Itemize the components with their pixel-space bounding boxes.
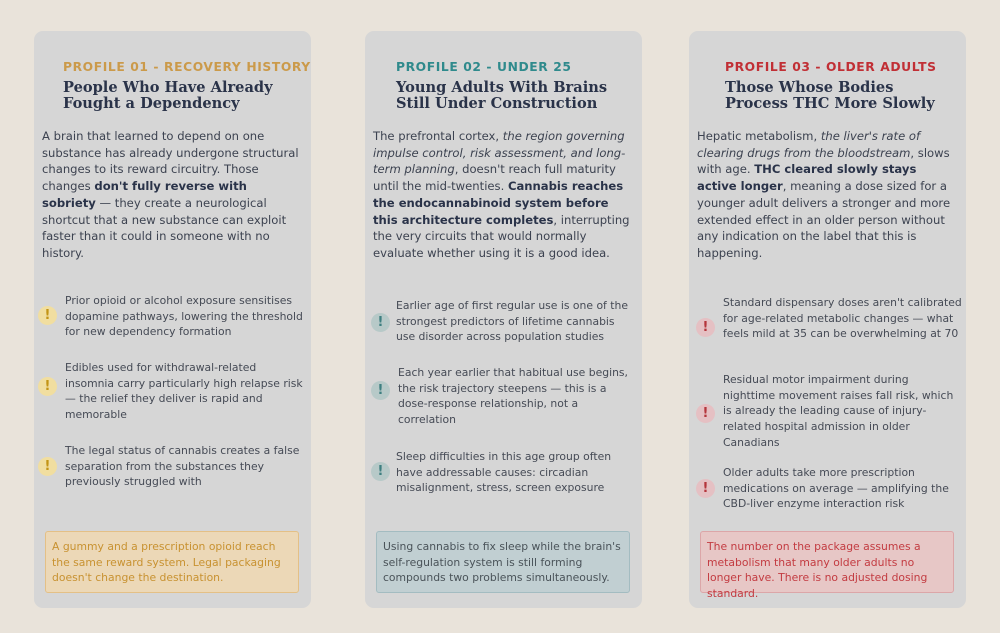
alert-icon: ! [696,318,715,337]
profile-eyebrow: PROFILE 02 - UNDER 25 [396,60,572,74]
risk-item-text: Prior opioid or alcohol exposure sensitises dopamine pathways, lowering the threshold for new dependency formation [65,294,303,339]
risk-item-text: The legal status of cannabis creates a false separation from the substances they previously struggled with [65,444,300,489]
warning-icon: ! [371,381,390,400]
callout-note: The number on the package assumes a metabolism that many older adults no longer have. There is no adjusted dosing standard. [700,531,954,593]
risk-item-text: Each year earlier that habitual use begins, the risk trajectory steepens — this is a dose-response relationship, not a correlation [398,366,628,427]
profile-card-older-adults [689,31,966,608]
profile-body: A brain that learned to depend on one substance has already undergone structural changes to its reward circuitry. Those changes don't fully reverse with sobriety — they create a neurological shortcut that a new substance can exploit faster than it could in someone with no history. [42,129,299,260]
risk-item-text: Edibles used for withdrawal-related insomnia carry particularly high relapse risk — the relief they deliver is rapid and memorable [65,361,303,422]
warning-icon: ! [38,306,57,325]
callout-note: A gummy and a prescription opioid reach the same reward system. Legal packaging doesn't change the destination. [45,531,299,593]
alert-icon: ! [696,479,715,498]
warning-icon: ! [371,462,390,481]
profile-card-under-25 [365,31,642,608]
profile-body: Hepatic metabolism, the liver's rate of clearing drugs from the bloodstream, slows with age. THC cleared slowly stays active longer, meaning a dose sized for a younger adult delivers a stronger and more extended effect in an older person without any indication on the label that this is happening. [697,129,951,260]
profile-title: Those Whose Bodies Process THC More Slowly [725,79,935,112]
profile-title: Young Adults With Brains Still Under Construction [396,79,608,112]
risk-item-text: Standard dispensary doses aren't calibrated for age-related metabolic changes — what feels mild at 35 can be overwhelming at 70 [723,296,962,341]
warning-icon: ! [38,457,57,476]
risk-item-text: Earlier age of first regular use is one of the strongest predictors of lifetime cannabis use disorder across population studies [396,299,629,344]
risk-item-text: Sleep difficulties in this age group often have addressable causes: circadian misalignment, stress, screen exposure [396,450,612,495]
callout-note: Using cannabis to fix sleep while the brain's self-regulation system is still forming compounds two problems simultaneously. [376,531,630,593]
profile-eyebrow: PROFILE 01 - RECOVERY HISTORY [63,60,311,74]
warning-icon: ! [38,377,57,396]
profile-eyebrow: PROFILE 03 - OLDER ADULTS [725,60,937,74]
warning-icon: ! [371,313,390,332]
profile-body: The prefrontal cortex, the region governing impulse control, risk assessment, and long-term planning, doesn't reach full maturity until the mid-twenties. Cannabis reaches the endocannabinoid system before this architecture completes, interrupting the very circuits that would normally evaluate whether using it is a good idea. [373,129,630,260]
risk-item-text: Older adults take more prescription medications on average — amplifying the CBD-liver enzyme interaction risk [723,466,949,511]
alert-icon: ! [696,404,715,423]
profile-title: People Who Have Already Fought a Dependency [63,79,273,112]
risk-item-text: Residual motor impairment during nighttime movement raises fall risk, which is already the leading cause of injury-related hospital admission in older Canadians [723,373,954,449]
profile-card-recovery [34,31,311,608]
